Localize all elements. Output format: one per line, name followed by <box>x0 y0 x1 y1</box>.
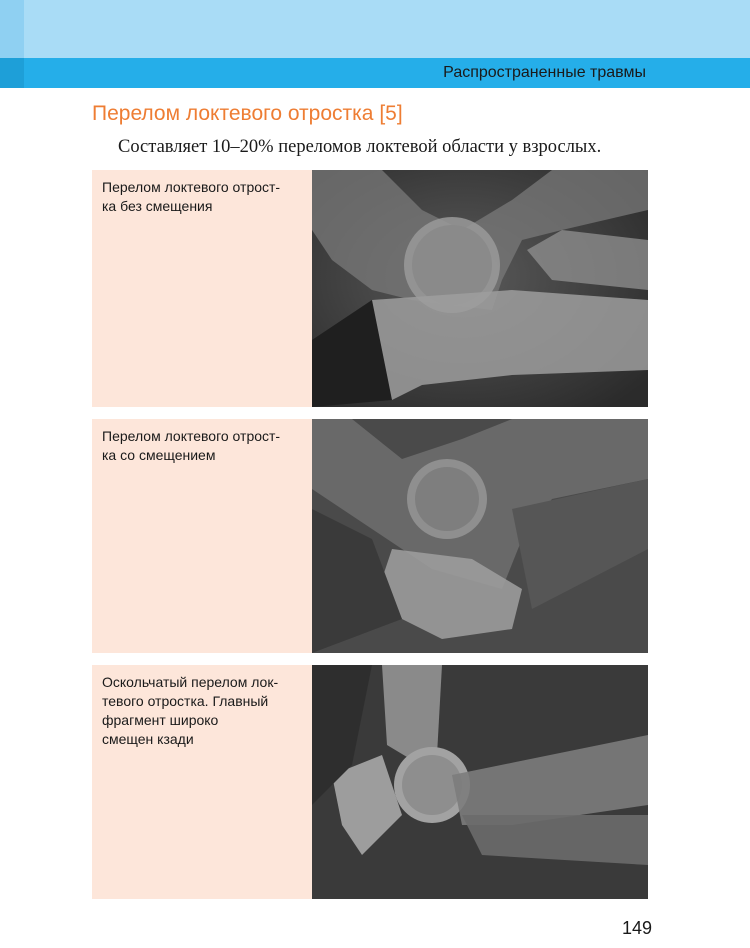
intro-paragraph: Составляет 10–20% переломов локтевой области у взрослых. <box>118 137 602 157</box>
figure-row-1 <box>92 170 648 407</box>
xray-elbow-no-displacement <box>312 170 648 407</box>
top-color-band <box>0 0 750 58</box>
page-number: 149 <box>622 918 653 938</box>
xray-image-1 <box>312 170 648 407</box>
top-band-stub <box>0 0 24 58</box>
xray-elbow-comminuted <box>312 665 648 899</box>
figure-caption-2: Перелом локтевого отрост- ка со смещением <box>92 419 312 653</box>
figure-caption-1: Перелом локтевого отрост- ка без смещения <box>92 170 312 407</box>
figure-row-3 <box>92 665 648 899</box>
xray-elbow-displaced <box>312 419 648 653</box>
figure-row-2 <box>92 419 648 653</box>
running-header-title: Распространенные травмы <box>443 64 646 81</box>
xray-image-3 <box>312 665 648 899</box>
header-bar-stub <box>0 58 24 88</box>
section-title: Перелом локтевого отростка [5] <box>92 102 403 125</box>
figure-caption-3: Оскольчатый перелом лок- тевого отростка. Главный фрагмент широко смещен кзади <box>92 665 312 899</box>
xray-image-2 <box>312 419 648 653</box>
